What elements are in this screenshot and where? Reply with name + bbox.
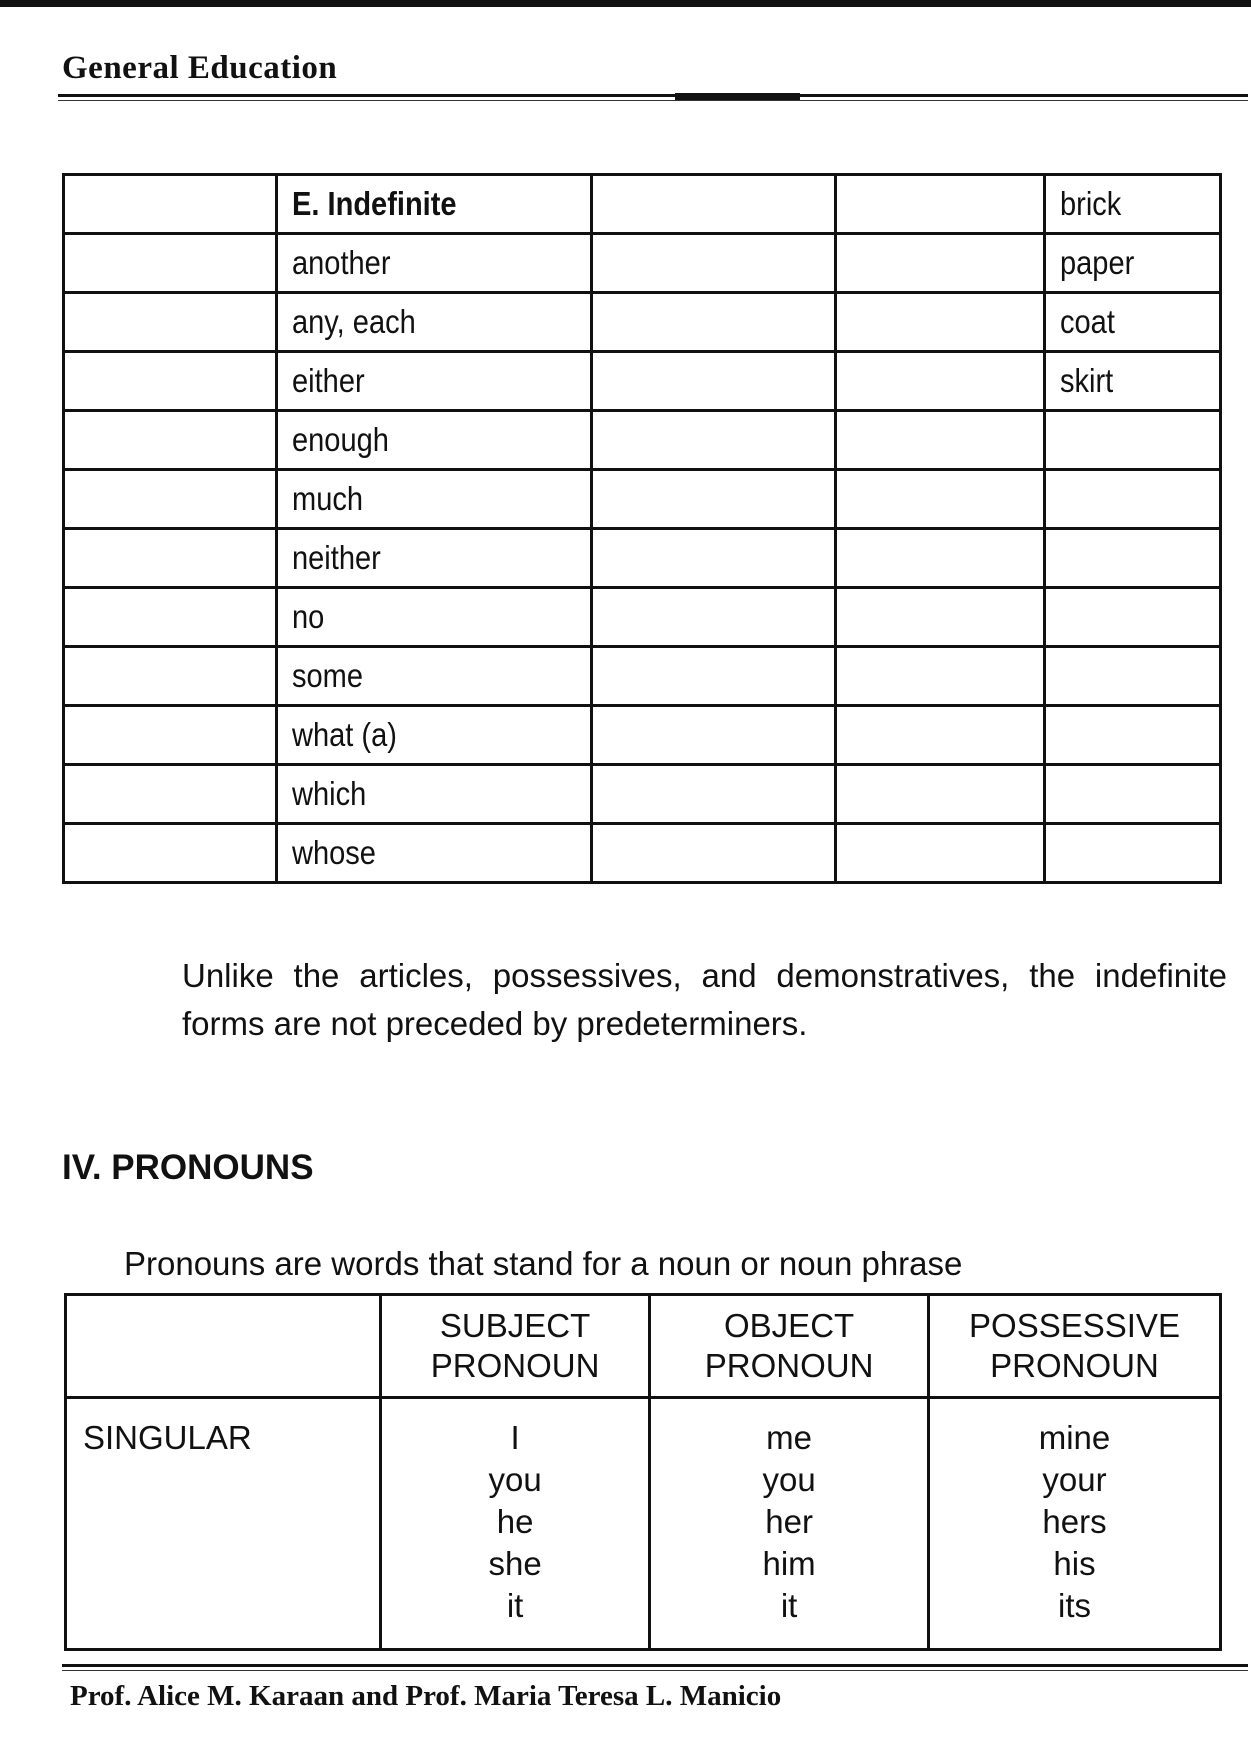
- determiner-cell-text: whose: [292, 834, 377, 871]
- determiner-row: [64, 175, 1221, 234]
- header-possessive-line1: POSSESSIVE: [969, 1307, 1180, 1344]
- determiner-cell: [277, 352, 592, 411]
- header-subject-pronoun: [380, 1295, 649, 1398]
- header-rule-mark: [675, 93, 800, 100]
- pronoun-table: [64, 1293, 1222, 1651]
- determiner-cell: [1045, 765, 1221, 824]
- header-object-line1: OBJECT: [724, 1307, 855, 1344]
- determiner-cell: [1045, 647, 1221, 706]
- determiner-cell: [277, 470, 592, 529]
- header-subject-line1: SUBJECT: [439, 1307, 591, 1344]
- determiner-row: [64, 588, 1221, 647]
- determiner-table: [62, 173, 1222, 884]
- header-subject-line2: PRONOUN: [430, 1347, 600, 1384]
- determiner-cell: [836, 647, 1045, 706]
- indefinite-note: Unlike the articles, possessives, and demonstratives, the indefinite forms are not preceded by predeterminers.: [182, 957, 1227, 1042]
- determiner-cell: [277, 706, 592, 765]
- determiner-cell: [591, 765, 835, 824]
- subject-pronoun-item: I: [510, 1419, 520, 1456]
- determiner-cell-text: some: [292, 657, 364, 694]
- possessive-pronoun-item: hers: [1042, 1503, 1107, 1540]
- object-pronoun-list: [650, 1398, 929, 1650]
- possessive-pronoun-item: mine: [1038, 1419, 1111, 1456]
- determiner-cell: [64, 293, 277, 352]
- determiner-row: [64, 411, 1221, 470]
- header-object-pronoun: [650, 1295, 929, 1398]
- determiner-cell-text: enough: [292, 421, 389, 458]
- header-cell-empty: [66, 1295, 381, 1398]
- subject-pronoun-list: [380, 1398, 649, 1650]
- determiner-row: [64, 234, 1221, 293]
- header-possessive-line2: PRONOUN: [990, 1347, 1159, 1384]
- subject-pronoun-item: he: [496, 1503, 534, 1540]
- determiner-cell: [64, 765, 277, 824]
- determiner-cell: [591, 588, 835, 647]
- determiner-cell: [591, 411, 835, 470]
- determiner-cell: [836, 352, 1045, 411]
- determiner-cell: [591, 175, 835, 234]
- determiner-cell: [64, 824, 277, 883]
- determiner-cell: [1045, 470, 1221, 529]
- determiner-cell: [1045, 706, 1221, 765]
- determiner-cell: [1045, 529, 1221, 588]
- header-rule: [58, 94, 1248, 97]
- determiner-cell-text: skirt: [1060, 362, 1114, 399]
- determiner-cell: [277, 293, 592, 352]
- determiner-cell-text: no: [292, 598, 325, 635]
- determiner-cell: [277, 529, 592, 588]
- section-title: IV. PRONOUNS: [62, 1148, 314, 1187]
- header-rule-thin: [58, 100, 1248, 101]
- object-pronoun-item: you: [762, 1461, 816, 1498]
- determiner-cell: [64, 529, 277, 588]
- determiner-row: [64, 529, 1221, 588]
- determiner-row: [64, 706, 1221, 765]
- determiner-cell: [1045, 411, 1221, 470]
- determiner-cell-text: any, each: [292, 303, 416, 340]
- top-border: [0, 0, 1251, 7]
- header-possessive-pronoun: [929, 1295, 1221, 1398]
- determiner-cell: [1045, 588, 1221, 647]
- possessive-pronoun-item: its: [1058, 1587, 1091, 1624]
- footer-authors: Prof. Alice M. Karaan and Prof. Maria Teresa L. Manicio: [70, 1680, 782, 1712]
- determiner-cell: [277, 234, 592, 293]
- determiner-cell-text: E. Indefinite: [292, 185, 457, 222]
- object-pronoun-item: me: [766, 1419, 813, 1456]
- determiner-cell: [64, 470, 277, 529]
- determiner-cell: [1045, 234, 1221, 293]
- determiner-cell: [836, 706, 1045, 765]
- determiner-cell: [277, 588, 592, 647]
- determiner-cell: [277, 175, 592, 234]
- row-label-singular: SINGULAR: [66, 1398, 381, 1650]
- determiner-cell: [591, 647, 835, 706]
- determiner-cell: [836, 175, 1045, 234]
- determiner-row: [64, 765, 1221, 824]
- determiner-cell: [836, 824, 1045, 883]
- determiner-cell: [591, 824, 835, 883]
- determiner-cell-text: brick: [1060, 185, 1122, 222]
- determiner-row: [64, 352, 1221, 411]
- determiner-cell: [1045, 175, 1221, 234]
- determiner-cell-text: which: [292, 775, 367, 812]
- determiner-cell: [591, 706, 835, 765]
- object-pronoun-item: him: [762, 1545, 816, 1582]
- determiner-cell-text: paper: [1060, 244, 1135, 281]
- running-header: General Education: [62, 50, 338, 86]
- determiner-row: [64, 647, 1221, 706]
- object-pronoun-item: it: [780, 1587, 798, 1624]
- determiner-cell: [836, 234, 1045, 293]
- determiner-cell: [64, 175, 277, 234]
- determiner-cell: [591, 352, 835, 411]
- determiner-cell-text: much: [292, 480, 364, 517]
- determiner-cell: [591, 470, 835, 529]
- determiner-cell: [64, 234, 277, 293]
- header-object-line2: PRONOUN: [704, 1347, 874, 1384]
- determiner-cell: [64, 647, 277, 706]
- determiner-cell-text: either: [292, 362, 365, 399]
- possessive-pronoun-item: his: [1053, 1545, 1096, 1582]
- object-pronoun-item: her: [765, 1503, 813, 1540]
- determiner-row: [64, 824, 1221, 883]
- determiner-row: [64, 293, 1221, 352]
- footer-rule-thin: [62, 1670, 1248, 1671]
- pronoun-table-singular-row: [66, 1398, 1221, 1650]
- determiner-cell: [277, 647, 592, 706]
- determiner-cell: [64, 411, 277, 470]
- determiner-cell: [836, 588, 1045, 647]
- determiner-cell: [836, 765, 1045, 824]
- determiner-cell: [591, 293, 835, 352]
- determiner-cell: [836, 411, 1045, 470]
- determiner-row: [64, 470, 1221, 529]
- pronoun-table-header-row: [66, 1295, 1221, 1398]
- determiner-cell: [277, 411, 592, 470]
- possessive-pronoun-item: your: [1042, 1461, 1107, 1498]
- subject-pronoun-item: it: [506, 1587, 524, 1624]
- determiner-cell: [64, 352, 277, 411]
- determiner-cell: [836, 470, 1045, 529]
- subject-pronoun-item: you: [488, 1461, 542, 1498]
- determiner-cell: [64, 706, 277, 765]
- determiner-cell-text: another: [292, 244, 391, 281]
- subject-pronoun-item: she: [488, 1545, 542, 1582]
- determiner-cell: [836, 529, 1045, 588]
- determiner-cell: [277, 824, 592, 883]
- determiner-cell: [1045, 352, 1221, 411]
- determiner-cell-text: coat: [1060, 303, 1116, 340]
- determiner-cell-text: neither: [292, 539, 381, 576]
- determiner-cell: [1045, 824, 1221, 883]
- section-intro: Pronouns are words that stand for a noun or noun phrase: [124, 1245, 963, 1282]
- determiner-cell: [836, 293, 1045, 352]
- determiner-cell: [591, 529, 835, 588]
- footer-rule: [62, 1664, 1248, 1667]
- determiner-cell-text: what (a): [292, 716, 397, 753]
- possessive-pronoun-list: [929, 1398, 1221, 1650]
- determiner-cell: [64, 588, 277, 647]
- determiner-cell: [277, 765, 592, 824]
- determiner-cell: [591, 234, 835, 293]
- determiner-cell: [1045, 293, 1221, 352]
